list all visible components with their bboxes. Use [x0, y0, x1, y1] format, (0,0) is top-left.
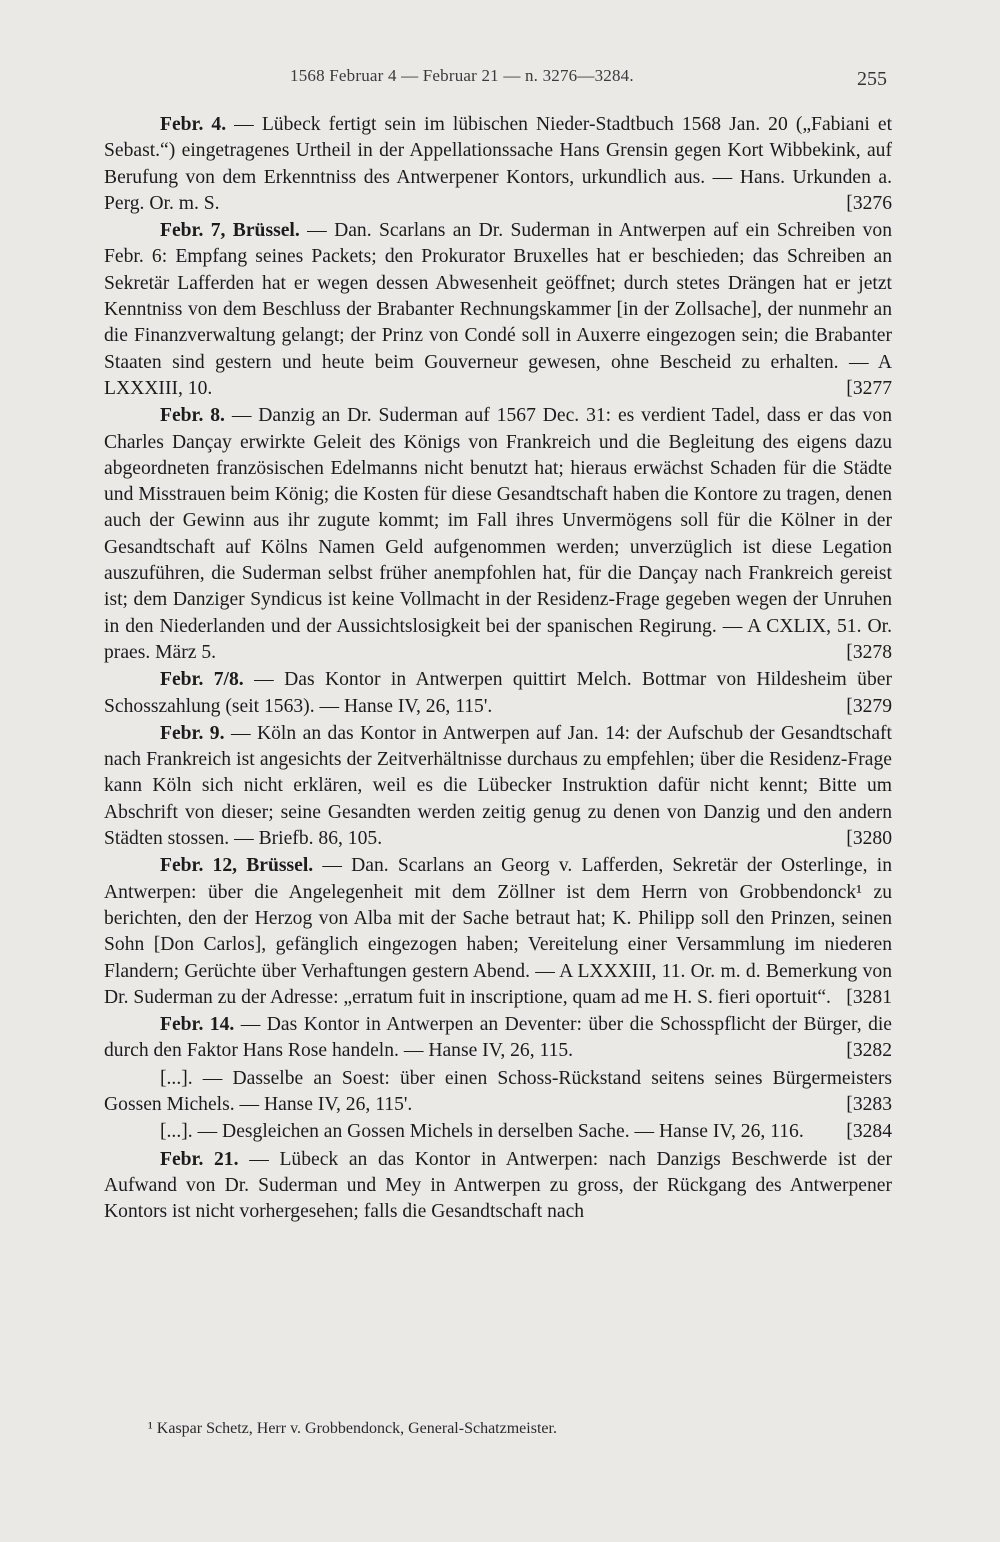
entry-number: [ 3281	[846, 985, 892, 1011]
entry-number: [ 3284	[846, 1119, 892, 1145]
running-head	[0, 66, 1000, 96]
entry-date: Febr. 7/8.	[160, 669, 244, 691]
entry-text: — Lübeck an das Kontor in Antwerpen: nach Danzigs Beschwerde ist der Aufwand von Dr. Suderman und Mey in Antwerpen zu gross, der Rückgang des Antwerpener Kontors ist nicht vorhergesehen; falls die Gesandtschaft nach	[104, 1148, 893, 1223]
entry-text: — Desgleichen an Gossen Michels in derselben Sache. — Hanse IV, 26, 116.	[197, 1121, 804, 1143]
entry-date: [...].	[160, 1121, 193, 1143]
entry-number: [ 3278	[846, 640, 892, 666]
regest-entry-3280	[104, 721, 892, 852]
regest-entry-3278	[104, 403, 892, 666]
entry-text: — Das Kontor in Antwerpen quittirt Melch. Bottmar von Hildesheim über Schosszahlung (seit 1563). — Hanse IV, 26, 115'.	[104, 669, 892, 717]
entry-number: [ 3283	[846, 1092, 892, 1118]
regest-entry-3282	[104, 1012, 892, 1065]
entry-date: Febr. 21.	[160, 1148, 239, 1170]
entry-number: [ 3277	[846, 376, 892, 402]
entry-date: [...].	[160, 1067, 193, 1089]
footnote: ¹ Kaspar Schetz, Herr v. Grobbendonck, General-Schatzmeister.	[148, 1420, 557, 1437]
entry-text: — Dan. Scarlans an Dr. Suderman in Antwerpen auf ein Schreiben von Febr. 6: Empfang seines Packets; den Prokurator Bruxelles hat er beschieden; das Schreiben an Sekretär Lafferden hat er wegen dessen Abwesenheit geöffnet; durch stetes Drängen hat er jetzt Kenntniss von dem Beschluss der Brabanter Rechnungskammer [in der Zollsache], der nunmehr an die Finanzverwaltung gelangt; der Prinz von Condé soll in Auxerre eingezogen sein; die Brabanter Staaten sind gestern und heute beim Gouverneur gewesen, ohne Bescheid zu erhalten. — A LXXXIII, 10.	[104, 220, 893, 399]
entry-text: — Lübeck fertigt sein im lübischen Nieder-Stadtbuch 1568 Jan. 20 („Fabiani et Sebast.“) eingetragenes Urtheil in der Appellationssache Hans Grensin gegen Kort Wibbekink, auf Berufung von dem Erkenntniss des Antwerpener Kontors, urkundlich aus. — Hans. Urkunden a. Perg. Or. m. S.	[104, 114, 893, 214]
regest-entry-continued	[104, 1147, 892, 1226]
entry-text: — Köln an das Kontor in Antwerpen auf Jan. 14: der Aufschub der Gesandtschaft nach Frankreich ist angesichts der Zeitverhältnisse durchaus zu empfehlen; über die Residenz-Frage kann Köln sich nicht erklären, weil es die Lübecker Instruktion dafür nicht kennt; Bitte um Abschrift von dieser; seine Gesandten werden zeitig genug zu denen von Danzig und den andern Städten stossen. — Briefb. 86, 105.	[104, 722, 893, 850]
document-body	[104, 112, 892, 1225]
entry-text: — Das Kontor in Antwerpen an Deventer: über die Schosspflicht der Bürger, die durch den Faktor Hans Rose handeln. — Hanse IV, 26, 115.	[104, 1014, 893, 1062]
entry-number: [ 3279	[846, 694, 892, 720]
entry-number: [ 3280	[846, 826, 892, 852]
entry-text: — Dan. Scarlans an Georg v. Lafferden, Sekretär der Osterlinge, in Antwerpen: über die Angelegenheit mit dem Zöllner ist dem Herrn von Grobbendonck¹ zu berichten, den der Herzog von Alba mit der Sache betraut hat; K. Philipp soll den Prinzen, seinen Sohn [Don Carlos], gefänglich eingezogen haben; Vereitelung einer Versammlung im niederen Flandern; Gerüchte über Verhaftungen gestern Abend. — A LXXXIII, 11. Or. m. d. Bemerkung von Dr. Suderman zu der Adresse: „erratum fuit in inscriptione, quam ad me H. S. fieri oportuit“.	[104, 855, 892, 1008]
regest-entry-3283	[104, 1066, 892, 1119]
entry-date: Febr. 8.	[160, 405, 225, 427]
entry-date: Febr. 14.	[160, 1014, 235, 1036]
regest-entry-3284	[104, 1119, 892, 1145]
regest-entry-3281	[104, 853, 892, 1011]
entry-number: [ 3276	[846, 191, 892, 217]
running-head-title: 1568 Februar 4 — Februar 21 — n. 3276—3284.	[290, 66, 634, 85]
entry-text: — Dasselbe an Soest: über einen Schoss-Rückstand seitens seines Bürgermeisters Gossen Michels. — Hanse IV, 26, 115'.	[104, 1067, 892, 1115]
regest-entry-3277	[104, 218, 892, 402]
entry-date: Febr. 4.	[160, 114, 227, 135]
regest-entry-3276	[104, 112, 892, 217]
entry-date: Febr. 12,	[160, 855, 238, 877]
entry-text: — Danzig an Dr. Suderman auf 1567 Dec. 31: es verdient Tadel, dass er das von Charles Dançay erwirkte Geleit des Königs von Frankreich und die Begleitung des eigens dazu abgeordneten französischen Edelmanns nicht benutzt hat; hieraus erwächst Schaden für die Städte und Misstrauen beim König; die Kosten für diese Gesandtschaft haben die Kontore zu tragen, denen auch der Gewinn aus ihr zugute kommt; im Fall ihres Unvermögens soll für die Kölner in der Gesandtschaft auf Kölns Namen Geld aufgenommen werden; unverzüglich ist diese Legation auszuführen, die Suderman selbst früher anempfohlen hat, für die Dançay nach Frankreich gereist ist; dem Danziger Syndicus ist keine Vollmacht in der Residenz-Frage gegeben wegen der Unruhen in den Niederlanden und der Aussichtslosigkeit bei der spanischen Regirung. — A CXLIX, 51. Or. praes. März 5.	[104, 405, 892, 663]
regest-entry-3279	[104, 667, 892, 720]
entry-date: Febr. 7,	[160, 220, 226, 242]
entry-place: Brüssel.	[232, 220, 300, 242]
entry-number: [ 3282	[846, 1038, 892, 1064]
entry-place: Brüssel.	[246, 855, 314, 877]
entry-date: Febr. 9.	[160, 722, 225, 744]
page-number: 255	[857, 68, 887, 90]
